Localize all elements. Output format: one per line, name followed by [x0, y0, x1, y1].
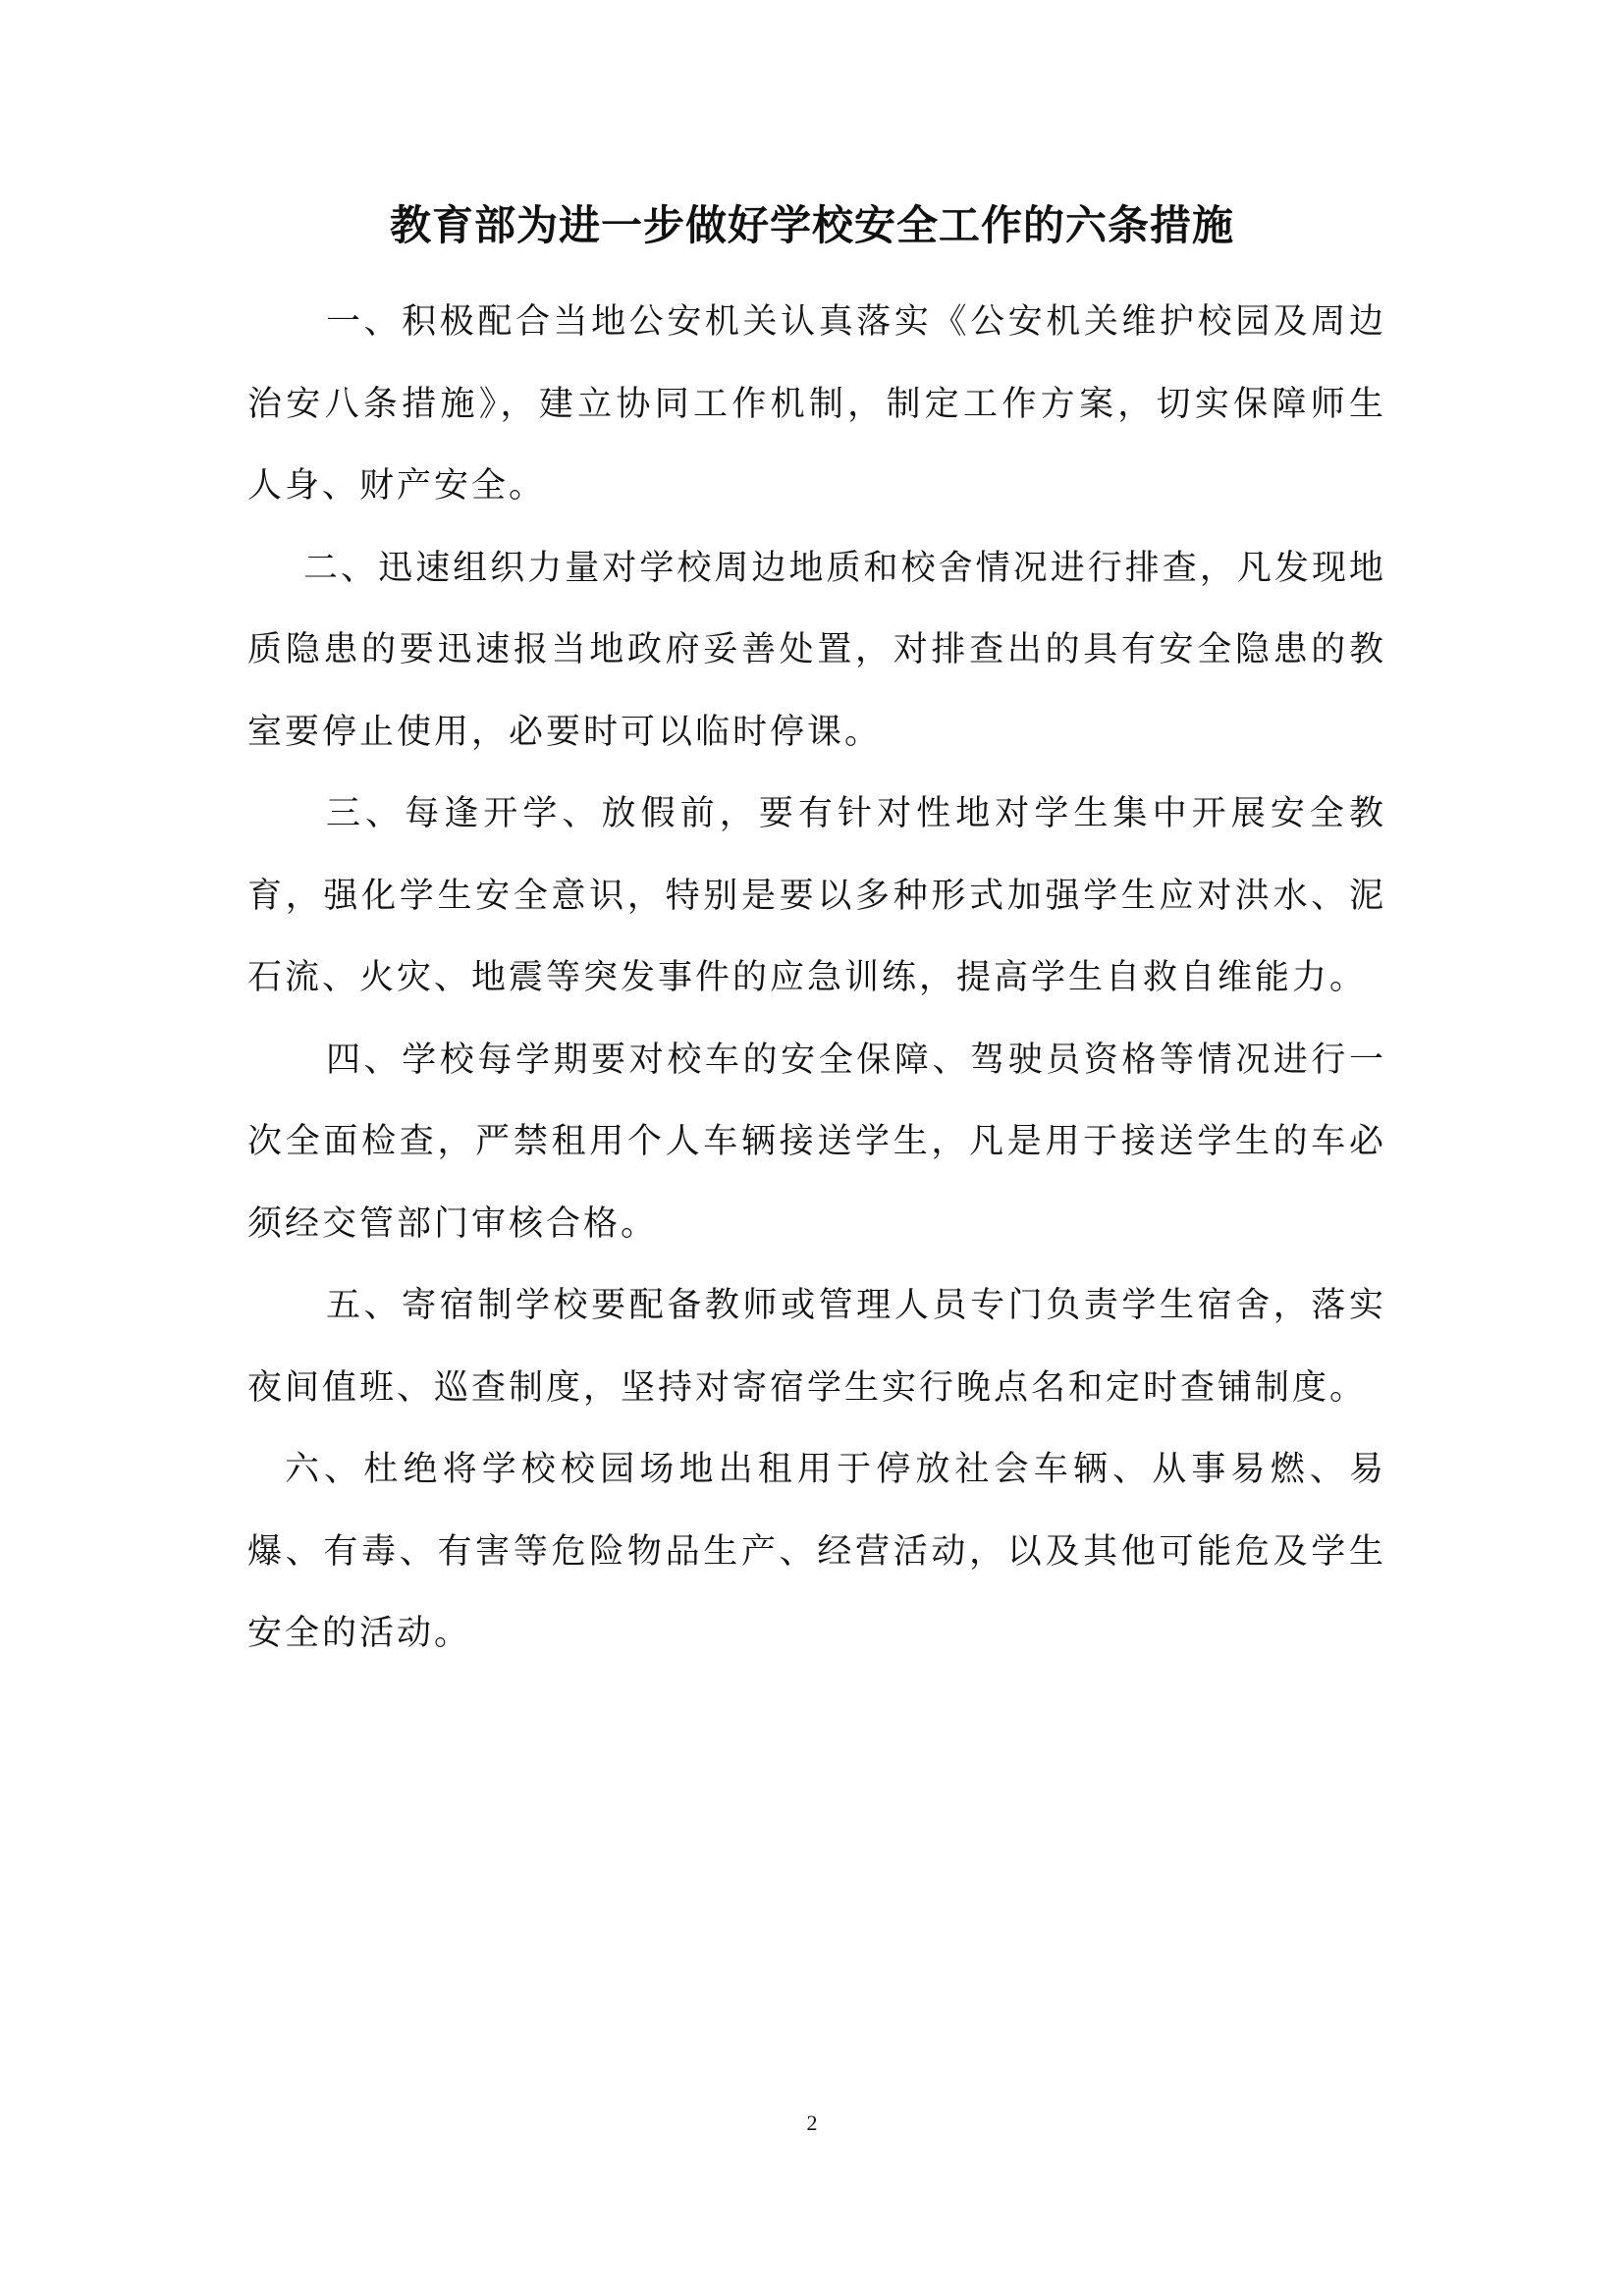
measure-paragraph-2: 二、迅速组织力量对学校周边地质和校舍情况进行排查，凡发现地质隐患的要迅速报当地政府妥善处置，对排查出的具有安全隐患的教室要停止使用，必要时可以临时停课。 — [247, 548, 1386, 752]
measure-paragraph-4: 四、学校每学期要对校车的安全保障、驾驶员资格等情况进行一次全面检查，严禁租用个人车辆接送学生，凡是用于接送学生的车必须经交管部门审核合格。 — [247, 1040, 1386, 1244]
page-number: 2 — [806, 2110, 818, 2135]
measure-paragraph-5: 五、寄宿制学校要配备教师或管理人员专门负责学生宿舍，落实夜间值班、巡查制度，坚持对寄宿学生实行晚点名和定时查铺制度。 — [247, 1286, 1386, 1408]
document-title: 教育部为进一步做好学校安全工作的六条措施 — [389, 201, 1234, 249]
measure-paragraph-6: 六、杜绝将学校校园场地出租用于停放社会车辆、从事易燃、易爆、有毒、有害等危险物品生产、经营活动，以及其他可能危及学生安全的活动。 — [247, 1450, 1386, 1653]
document-body — [247, 282, 1386, 1676]
measure-paragraph-1: 一、积极配合当地公安机关认真落实《公安机关维护校园及周边治安八条措施》，建立协同工作机制，制定工作方案，切实保障师生人身、财产安全。 — [247, 302, 1386, 506]
measure-paragraph-3: 三、每逢开学、放假前，要有针对性地对学生集中开展安全教育，强化学生安全意识，特别是要以多种形式加强学生应对洪水、泥石流、火灾、地震等突发事件的应急训练，提高学生自救自维能力。 — [247, 794, 1386, 997]
